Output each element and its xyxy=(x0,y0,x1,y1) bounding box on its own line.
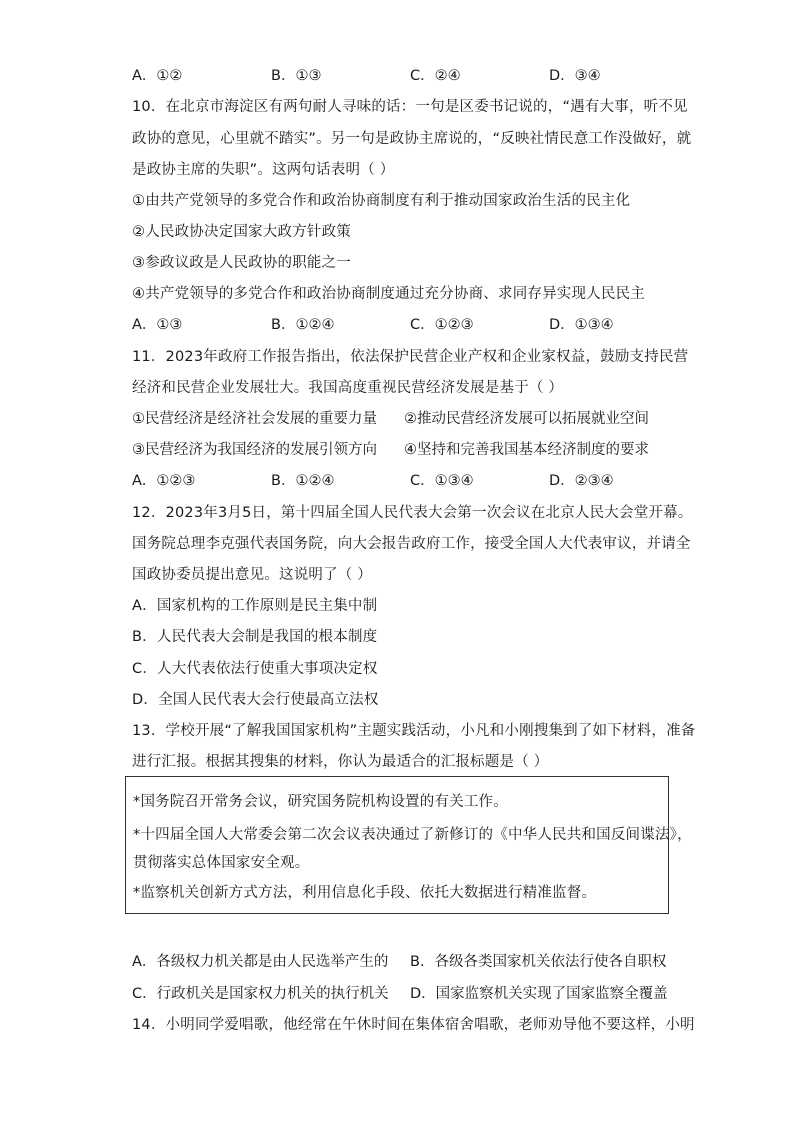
q10-option-c: C．①②③ xyxy=(410,317,474,333)
q10-item-2: ②人民政协决定国家大政方针政策 xyxy=(132,224,351,240)
q12-stem-line-2: 国务院总理李克强代表国务院，向大会报告政府工作，接受全国人大代表审议，并请全 xyxy=(132,536,691,552)
q12-option-c: C．人大代表依法行使重大事项决定权 xyxy=(132,661,378,677)
q10-stem-line-2: 政协的意见，心里就不踏实”。另一句是政协主席说的，“反映社情民意工作没做好，就 xyxy=(132,131,692,147)
q10-stem-line-1: 10．在北京市海淀区有两句耐人寻味的话：一句是区委书记说的，“遇有大事，听不见 xyxy=(132,99,688,115)
q13-option-b: B．各级各类国家机关依法行使各自职权 xyxy=(410,954,667,970)
q10-option-a: A．①③ xyxy=(132,317,183,333)
q11-item-2: ②推动民营经济发展可以拓展就业空间 xyxy=(404,411,649,427)
q10-item-3: ③参政议政是人民政协的职能之一 xyxy=(132,255,351,271)
q10-option-b: B．①②④ xyxy=(271,317,335,333)
q10-option-d: D．①③④ xyxy=(549,317,614,333)
q11-option-a: A．①②③ xyxy=(132,473,196,489)
q9-option-d: D．③④ xyxy=(549,68,601,84)
q12-option-a: A．国家机构的工作原则是民主集中制 xyxy=(132,598,378,614)
q11-item-4: ④坚持和完善我国基本经济制度的要求 xyxy=(404,442,649,458)
q10-stem-line-3: 是政协主席的失职”。这两句话表明（ ） xyxy=(132,162,395,178)
q10-item-1: ①由共产党领导的多党合作和政治协商制度有利于推动国家政治生活的民主化 xyxy=(132,193,631,209)
q14-stem-line-1: 14．小明同学爱唱歌，他经常在午休时间在集体宿舍唱歌，老师劝导他不要这样，小明 xyxy=(132,1017,695,1033)
q9-option-c: C．②④ xyxy=(410,68,461,84)
q11-item-3: ③民营经济为我国经济的发展引领方向 xyxy=(132,442,377,458)
q13-material-2: *十四届全国人大常委会第二次会议表决通过了新修订的《中华人民共和国反间谍法》， xyxy=(133,827,692,843)
q13-option-c: C．行政机关是国家权力机关的执行机关 xyxy=(132,986,389,1002)
q12-option-b: B．人民代表大会制是我国的根本制度 xyxy=(132,629,378,645)
q13-option-a: A．各级权力机关都是由人民选举产生的 xyxy=(132,954,389,970)
q13-material-1: *国务院召开常务会议，研究国务院机构设置的有关工作。 xyxy=(133,794,508,810)
q12-option-d: D．全国人民代表大会行使最高立法权 xyxy=(132,692,379,708)
q11-stem-line-2: 经济和民营企业发展壮大。我国高度重视民营经济发展是基于（ ） xyxy=(132,380,564,396)
q9-option-a: A．①② xyxy=(132,68,183,84)
q12-stem-line-3: 国政协委员提出意见。这说明了（ ） xyxy=(132,567,373,583)
q11-option-c: C．①③④ xyxy=(410,473,474,489)
q13-material-3: *监察机关创新方式方法，利用信息化手段、依托大数据进行精准监督。 xyxy=(133,885,597,901)
q13-stem-line-2: 进行汇报。根据其搜集的材料，你认为最适合的汇报标题是（ ） xyxy=(132,754,549,770)
q13-material-box xyxy=(125,776,692,914)
q13-material-2-cont: 贯彻落实总体国家安全观。 xyxy=(133,855,310,871)
q13-stem-line-1: 13．学校开展“了解我国国家机构”主题实践活动，小凡和小刚搜集到了如下材料，准备 xyxy=(132,723,696,739)
q9-option-b: B．①③ xyxy=(271,68,322,84)
q13-option-d: D．国家监察机关实现了国家监察全覆盖 xyxy=(410,986,668,1002)
q11-option-b: B．①②④ xyxy=(271,473,335,489)
q12-stem-line-1: 12．2023年3月5日，第十四届全国人民代表大会第一次会议在北京人民大会堂开幕。 xyxy=(132,505,693,521)
q10-item-4: ④共产党领导的多党合作和政治协商制度通过充分协商、求同存异实现人民民主 xyxy=(132,286,645,302)
q11-stem-line-1: 11．2023年政府工作报告指出，依法保护民营企业产权和企业家权益，鼓励支持民营 xyxy=(132,349,689,365)
q11-option-d: D．②③④ xyxy=(549,473,614,489)
q11-item-1: ①民营经济是经济社会发展的重要力量 xyxy=(132,411,377,427)
